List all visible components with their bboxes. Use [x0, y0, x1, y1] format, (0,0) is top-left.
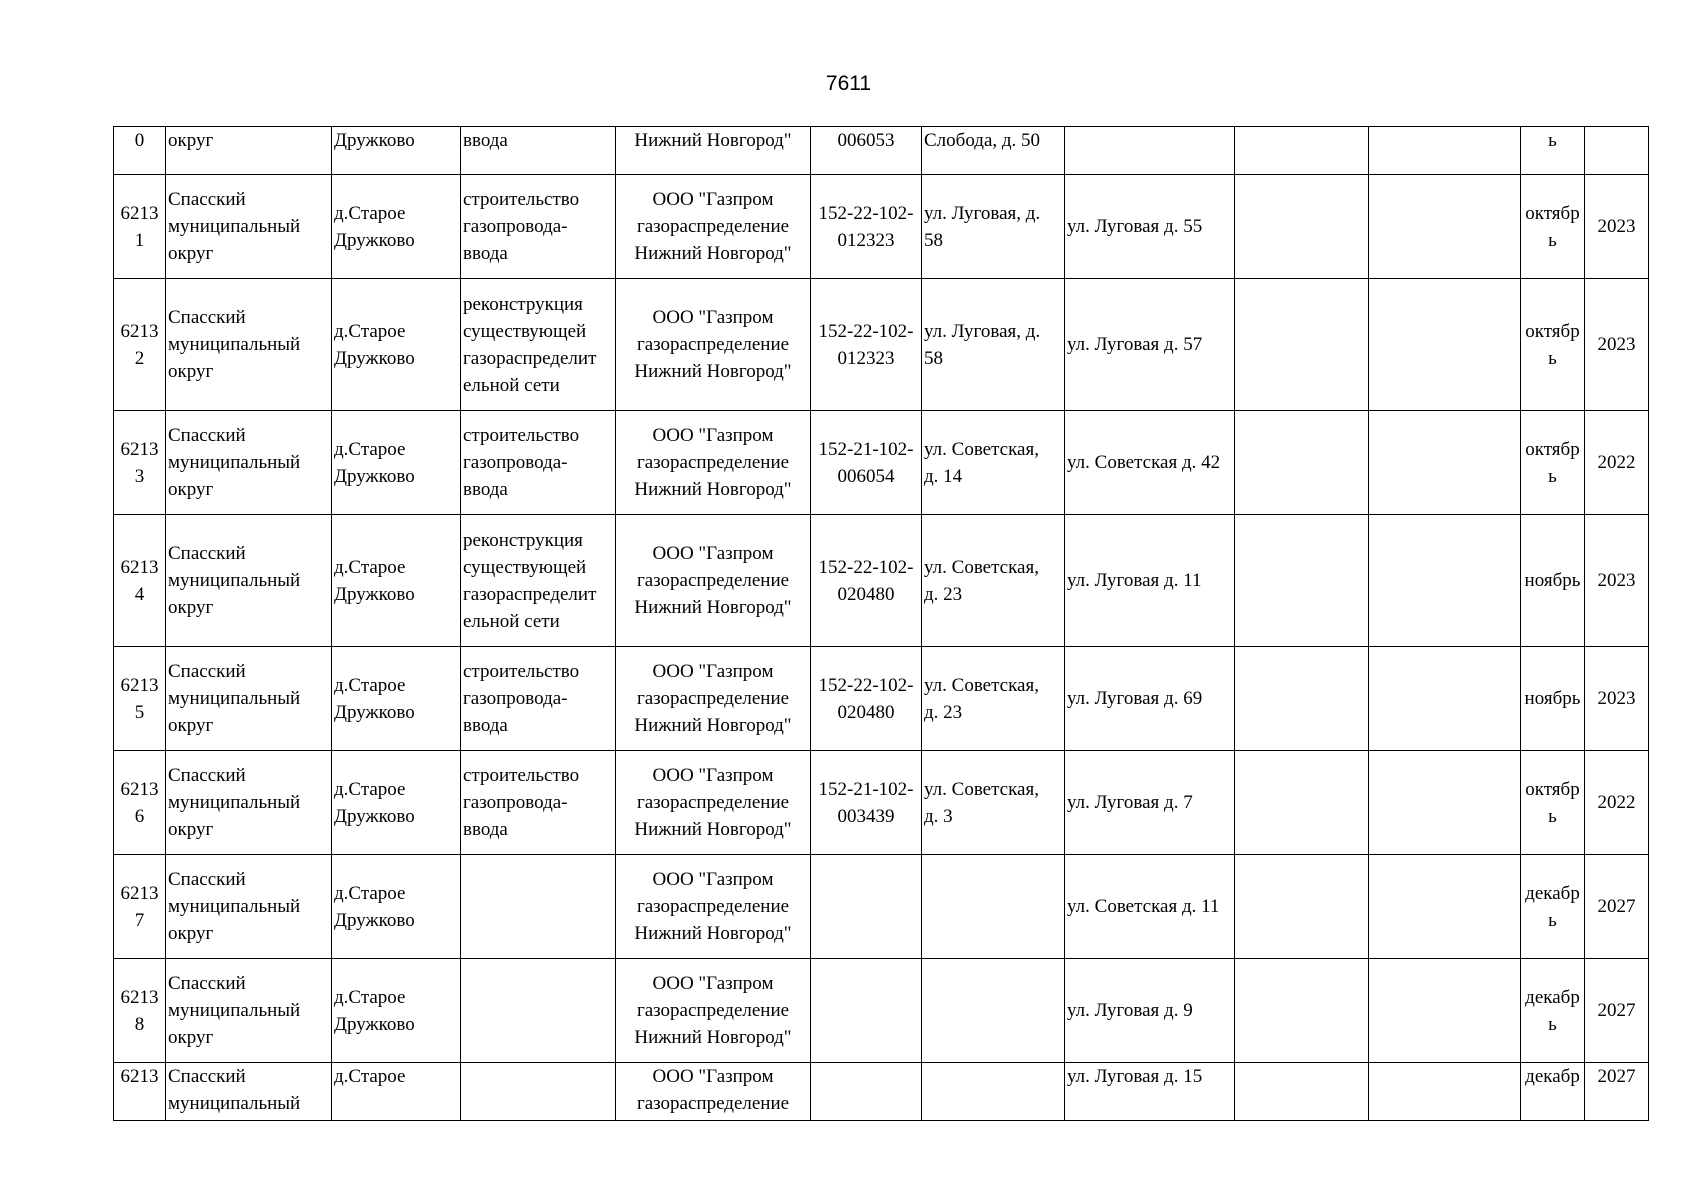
cell-empty-2 [1369, 647, 1521, 751]
cell-object-address-text: ул. Луговая д. 15 [1067, 1066, 1203, 1087]
table-row [114, 127, 1649, 175]
cell-document-number [811, 279, 922, 411]
cell-empty-2 [1369, 411, 1521, 515]
cell-organization [616, 175, 811, 279]
cell-object-address-text: ул. Луговая д. 69 [1067, 688, 1203, 709]
cell-connection-address [922, 411, 1065, 515]
cell-connection-address [922, 515, 1065, 647]
cell-connection-address-text: ул. Советская, д. 14 [924, 438, 1039, 487]
cell-number-text: 6213 6 [120, 778, 159, 827]
cell-year-text: 2022 [1597, 452, 1636, 473]
cell-document-number-text: 152-21-102- 003439 [818, 778, 914, 827]
cell-work-type-text: строительство газопровода- ввода [463, 661, 580, 736]
cell-work-type [461, 411, 616, 515]
cell-year [1585, 959, 1649, 1063]
cell-connection-address-text: ул. Советская, д. 23 [924, 556, 1039, 605]
cell-object-address [1065, 279, 1235, 411]
cell-document-number [811, 855, 922, 959]
cell-connection-address [922, 647, 1065, 751]
cell-month-text: декабр ь [1525, 986, 1580, 1035]
cell-district [166, 959, 332, 1063]
cell-organization [616, 647, 811, 751]
cell-month [1521, 515, 1585, 647]
cell-work-type-text: реконструкция существующей газораспределит ельной сети [463, 293, 597, 396]
cell-year-text: 2023 [1597, 334, 1636, 355]
cell-district [166, 647, 332, 751]
cell-organization-text: ООО "Газпром газораспределение Нижний Новгород" [634, 307, 792, 382]
cell-year [1585, 279, 1649, 411]
cell-organization [616, 751, 811, 855]
cell-connection-address-text: ул. Советская, д. 3 [924, 778, 1039, 827]
cell-number-text: 6213 1 [120, 202, 159, 251]
cell-month-text: октябр ь [1525, 202, 1580, 251]
cell-connection-address-text: ул. Луговая, д. 58 [924, 202, 1041, 251]
cell-settlement [332, 127, 461, 175]
table-row [114, 647, 1649, 751]
cell-document-number [811, 647, 922, 751]
cell-organization-text: ООО "Газпром газораспределение Нижний Новгород" [634, 765, 792, 840]
cell-work-type-text: строительство газопровода- ввода [463, 425, 580, 500]
cell-object-address-text: ул. Советская д. 42 [1067, 452, 1221, 473]
cell-month-text: ноябрь [1524, 688, 1581, 709]
cell-object-address [1065, 959, 1235, 1063]
cell-empty-1 [1235, 279, 1369, 411]
cell-document-number [811, 751, 922, 855]
cell-number-text: 6213 5 [120, 674, 159, 723]
cell-district [166, 751, 332, 855]
cell-number-text: 6213 7 [120, 882, 159, 931]
cell-empty-2 [1369, 279, 1521, 411]
cell-settlement [332, 175, 461, 279]
cell-empty-2 [1369, 127, 1521, 175]
cell-year [1585, 1063, 1649, 1121]
cell-district-text: Спасский муниципальный округ [168, 307, 301, 382]
cell-object-address [1065, 1063, 1235, 1121]
cell-number [114, 175, 166, 279]
cell-object-address-text: ул. Луговая д. 11 [1067, 570, 1202, 591]
cell-work-type-text: строительство газопровода- ввода [463, 189, 580, 264]
cell-settlement-text: д.Старое Дружково [334, 778, 415, 827]
cell-organization-text: ООО "Газпром газораспределение [636, 1066, 790, 1114]
cell-empty-2 [1369, 959, 1521, 1063]
cell-number-text: 6213 2 [120, 320, 159, 369]
cell-organization-text: ООО "Газпром газораспределение Нижний Новгород" [634, 869, 792, 944]
cell-district [166, 279, 332, 411]
cell-number [114, 515, 166, 647]
cell-object-address-text: ул. Луговая д. 7 [1067, 792, 1193, 813]
cell-district-text: Спасский муниципальный округ [168, 425, 301, 500]
cell-year-text: 2022 [1597, 792, 1636, 813]
cell-number [114, 647, 166, 751]
cell-number [114, 855, 166, 959]
cell-work-type [461, 175, 616, 279]
cell-settlement [332, 515, 461, 647]
cell-object-address [1065, 647, 1235, 751]
cell-connection-address-text: ул. Луговая, д. 58 [924, 320, 1041, 369]
cell-district-text: Спасский муниципальный [168, 1066, 301, 1114]
cell-connection-address-text: Слобода, д. 50 [924, 130, 1041, 151]
cell-organization-text: ООО "Газпром газораспределение Нижний Новгород" [634, 661, 792, 736]
cell-work-type-text: строительство газопровода- ввода [463, 765, 580, 840]
cell-number-text: 6213 3 [120, 438, 159, 487]
cell-year-text: 2023 [1597, 570, 1636, 591]
cell-organization-text: ООО "Газпром газораспределение Нижний Новгород" [634, 543, 792, 618]
cell-work-type [461, 959, 616, 1063]
cell-connection-address [922, 1063, 1065, 1121]
cell-document-number-text: 152-22-102- 020480 [818, 556, 914, 605]
cell-object-address [1065, 411, 1235, 515]
cell-empty-1 [1235, 411, 1369, 515]
cell-connection-address [922, 751, 1065, 855]
cell-empty-1 [1235, 855, 1369, 959]
cell-year [1585, 855, 1649, 959]
cell-document-number-text: 152-22-102- 012323 [818, 202, 914, 251]
cell-connection-address [922, 855, 1065, 959]
cell-month-text: декабр ь [1525, 882, 1580, 931]
cell-object-address [1065, 515, 1235, 647]
cell-empty-1 [1235, 175, 1369, 279]
cell-month [1521, 127, 1585, 175]
cell-settlement [332, 647, 461, 751]
table-row [114, 959, 1649, 1063]
cell-month [1521, 751, 1585, 855]
cell-work-type [461, 751, 616, 855]
cell-organization-text: Нижний Новгород" [634, 130, 792, 151]
cell-document-number [811, 1063, 922, 1121]
cell-year-text: 2023 [1597, 688, 1636, 709]
page-number: 7611 [825, 72, 872, 95]
cell-number-text: 0 [134, 130, 145, 151]
cell-month-text: октябр ь [1525, 320, 1580, 369]
cell-document-number [811, 515, 922, 647]
cell-settlement [332, 1063, 461, 1121]
cell-object-address [1065, 855, 1235, 959]
cell-document-number-text: 152-21-102- 006054 [818, 438, 914, 487]
cell-number-text: 6213 8 [120, 986, 159, 1035]
cell-number-text: 6213 4 [120, 556, 159, 605]
cell-number [114, 751, 166, 855]
cell-connection-address [922, 959, 1065, 1063]
cell-work-type-text: реконструкция существующей газораспределит ельной сети [463, 529, 597, 632]
cell-settlement-text: д.Старое Дружково [334, 882, 415, 931]
cell-organization-text: ООО "Газпром газораспределение Нижний Новгород" [634, 189, 792, 264]
cell-year-text: 2027 [1597, 1066, 1636, 1087]
cell-document-number [811, 127, 922, 175]
cell-settlement-text: д.Старое Дружково [334, 202, 415, 251]
cell-year [1585, 647, 1649, 751]
cell-connection-address [922, 127, 1065, 175]
cell-organization-text: ООО "Газпром газораспределение Нижний Новгород" [634, 425, 792, 500]
cell-work-type [461, 855, 616, 959]
cell-organization [616, 959, 811, 1063]
cell-settlement-text: д.Старое Дружково [334, 556, 415, 605]
cell-work-type-text: ввода [463, 130, 508, 151]
cell-empty-1 [1235, 959, 1369, 1063]
cell-month-text: ь [1548, 130, 1557, 151]
cell-month [1521, 647, 1585, 751]
table-row [114, 279, 1649, 411]
cell-settlement [332, 855, 461, 959]
cell-empty-2 [1369, 855, 1521, 959]
cell-organization [616, 855, 811, 959]
cell-district-text: Спасский муниципальный округ [168, 661, 301, 736]
table-row [114, 515, 1649, 647]
cell-object-address [1065, 127, 1235, 175]
cell-document-number [811, 175, 922, 279]
cell-work-type [461, 279, 616, 411]
table-row [114, 751, 1649, 855]
cell-document-number [811, 959, 922, 1063]
cell-district-text: Спасский муниципальный округ [168, 189, 301, 264]
cell-number [114, 1063, 166, 1121]
cell-work-type [461, 1063, 616, 1121]
cell-number [114, 959, 166, 1063]
cell-district-text: Спасский муниципальный округ [168, 973, 301, 1048]
cell-empty-1 [1235, 1063, 1369, 1121]
cell-year [1585, 751, 1649, 855]
cell-district [166, 127, 332, 175]
cell-month [1521, 959, 1585, 1063]
table-row [114, 411, 1649, 515]
cell-empty-2 [1369, 515, 1521, 647]
cell-connection-address [922, 279, 1065, 411]
table-row [114, 175, 1649, 279]
cell-settlement [332, 751, 461, 855]
cell-empty-1 [1235, 127, 1369, 175]
cell-district-text: Спасский муниципальный округ [168, 765, 301, 840]
cell-month-text: октябр ь [1525, 778, 1580, 827]
cell-district [166, 515, 332, 647]
cell-empty-1 [1235, 647, 1369, 751]
cell-work-type [461, 647, 616, 751]
cell-document-number-text: 152-22-102- 020480 [818, 674, 914, 723]
cell-organization [616, 411, 811, 515]
cell-number-text: 6213 [120, 1066, 159, 1087]
table-row [114, 1063, 1649, 1121]
cell-empty-2 [1369, 751, 1521, 855]
cell-number [114, 127, 166, 175]
cell-organization [616, 127, 811, 175]
cell-settlement-text: д.Старое Дружково [334, 320, 415, 369]
cell-empty-2 [1369, 175, 1521, 279]
cell-year [1585, 411, 1649, 515]
cell-organization [616, 279, 811, 411]
cell-work-type [461, 515, 616, 647]
cell-settlement [332, 959, 461, 1063]
cell-organization [616, 515, 811, 647]
cell-organization-text: ООО "Газпром газораспределение Нижний Новгород" [634, 973, 792, 1048]
cell-district [166, 855, 332, 959]
cell-settlement-text: д.Старое Дружково [334, 986, 415, 1035]
cell-year-text: 2027 [1597, 1000, 1636, 1021]
cell-object-address-text: ул. Луговая д. 9 [1067, 1000, 1193, 1021]
cell-month [1521, 1063, 1585, 1121]
cell-number [114, 411, 166, 515]
cell-district-text: Спасский муниципальный округ [168, 543, 301, 618]
cell-year-text: 2027 [1597, 896, 1636, 917]
cell-document-number [811, 411, 922, 515]
cell-empty-1 [1235, 751, 1369, 855]
cell-month [1521, 855, 1585, 959]
cell-month-text: октябр ь [1525, 438, 1580, 487]
cell-month-text: декабр [1525, 1066, 1580, 1087]
cell-object-address-text: ул. Луговая д. 55 [1067, 216, 1203, 237]
cell-object-address-text: ул. Луговая д. 57 [1067, 334, 1203, 355]
cell-month [1521, 411, 1585, 515]
cell-year [1585, 515, 1649, 647]
cell-district [166, 1063, 332, 1121]
cell-settlement-text: д.Старое Дружково [334, 674, 415, 723]
cell-district [166, 411, 332, 515]
cell-settlement [332, 279, 461, 411]
table-row [114, 855, 1649, 959]
cell-month-text: ноябрь [1524, 570, 1581, 591]
cell-district-text: Спасский муниципальный округ [168, 869, 301, 944]
cell-work-type [461, 127, 616, 175]
cell-object-address [1065, 751, 1235, 855]
cell-settlement-text: Дружково [334, 130, 415, 151]
cell-connection-address [922, 175, 1065, 279]
cell-document-number-text: 152-22-102- 012323 [818, 320, 914, 369]
cell-document-number-text: 006053 [837, 130, 895, 151]
cell-empty-1 [1235, 515, 1369, 647]
cell-number [114, 279, 166, 411]
cell-year [1585, 175, 1649, 279]
cell-district [166, 175, 332, 279]
cell-settlement [332, 411, 461, 515]
cell-year [1585, 127, 1649, 175]
cell-district-text: округ [168, 130, 214, 151]
cell-object-address [1065, 175, 1235, 279]
cell-month [1521, 175, 1585, 279]
cell-month [1521, 279, 1585, 411]
cell-organization [616, 1063, 811, 1121]
cell-connection-address-text: ул. Советская, д. 23 [924, 674, 1039, 723]
cell-settlement-text: д.Старое Дружково [334, 438, 415, 487]
cell-object-address-text: ул. Советская д. 11 [1067, 896, 1220, 917]
cell-settlement-text: д.Старое [334, 1066, 406, 1087]
registry-table [113, 126, 1649, 1121]
cell-year-text: 2023 [1597, 216, 1636, 237]
cell-empty-2 [1369, 1063, 1521, 1121]
